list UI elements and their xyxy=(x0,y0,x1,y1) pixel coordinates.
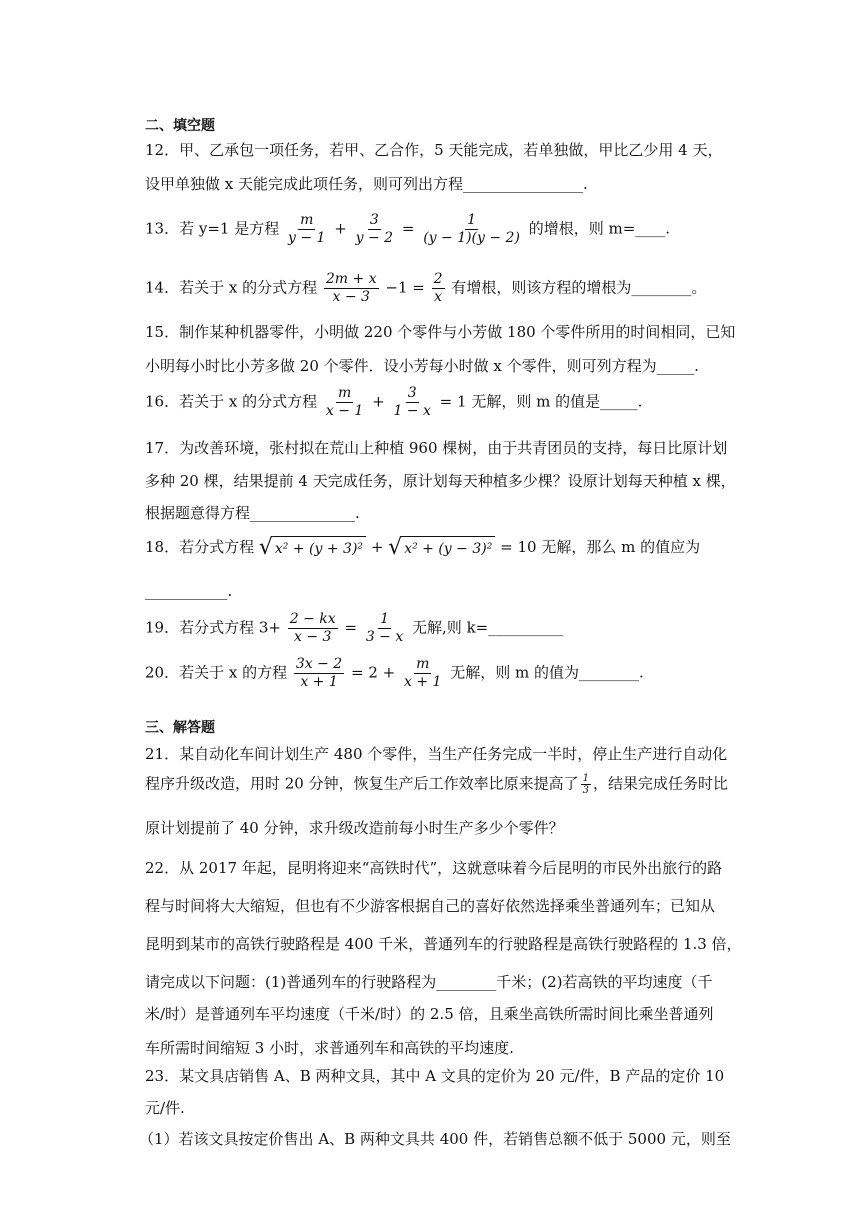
q15-line-1: 15．制作某种机器零件，小明做 220 个零件与小芳做 180 个零件所用的时间相同，已知 xyxy=(145,323,736,341)
q18-radical-2: √ x² + (y − 3)² xyxy=(388,536,495,560)
q18-line: 18．若分式方程 √ x² + (y + 3)² + √ x² + (y − 3)² = 10 无解，那么 m 的值应为 xyxy=(145,535,701,560)
q16-fraction-1: $\frac{m}{x - 1}$ xyxy=(325,385,364,419)
q20-line: 20．若关于 x 的方程 $\frac{3x - 2}{x + 1}$ = 2 + $\frac{m}{x + 1}$ 无解，则 m 的值为________. xyxy=(145,656,644,690)
q14-fraction-2: $\frac{2}{x}$ xyxy=(433,271,443,305)
q22-line-5: 米/时）是普通列车平均速度（千米/时）的 2.5 倍，且乘坐高铁所需时间比乘坐普通列 xyxy=(145,1005,714,1023)
q19-line: 19．若分式方程 3+ $\frac{2 - kx}{x - 3}$ = $\frac{1}{3 - x}$ 无解,则 k=__________ xyxy=(145,611,564,645)
q17-line-1: 17．为改善环境，张村拟在荒山上种植 960 棵树，由于共青团员的支持，每日比原计划 xyxy=(145,439,728,457)
q16-prefix: 16．若关于 x 的分式方程 xyxy=(145,392,318,411)
q19-fraction-1: $\frac{2 - kx}{x - 3}$ xyxy=(289,611,336,645)
q22-line-6: 车所需时间缩短 3 小时，求普通列车和高铁的平均速度. xyxy=(145,1039,514,1057)
section-title-fill-blank: 二、填空题 xyxy=(145,118,215,134)
q19-suffix: 无解,则 k=__________ xyxy=(412,618,564,637)
q18-radical-1: √ x² + (y + 3)² xyxy=(259,536,366,560)
q13-prefix: 13．若 y=1 是方程 xyxy=(145,219,280,238)
q18-line-2: ___________. xyxy=(145,582,233,600)
q22-line-2: 程与时间将大大缩短，但也有不少游客根据自己的喜好依然选择乘坐普通列车；已知从 xyxy=(145,897,716,915)
q13-suffix: 的增根，则 m=____. xyxy=(528,219,671,238)
q17-line-3: 根据题意得方程______________. xyxy=(145,504,360,522)
q13-line: 13．若 y=1 是方程 $\frac{m}{y - 1}$ + $\frac{3}{y - 2}$ = $\frac{1}{(y - 1)(y - 2)}$ 的增根，则 m=____. xyxy=(145,212,671,246)
q20-fraction-1: $\frac{3x - 2}{x + 1}$ xyxy=(295,656,343,690)
q23-line-3: （1）若该文具按定价售出 A、B 两种文具共 400 件，若销售总额不低于 5000 元，则至 xyxy=(139,1130,731,1148)
q21-line-2: 程序升级改造，用时 20 分钟，恢复生产后工作效率比原来提高了 $\frac{1}{3}$ ，结果完成任务时比 xyxy=(145,773,729,796)
q17-line-2: 多种 20 棵，结果提前 4 天完成任务，原计划每天种植多少棵？设原计划每天种植 x 棵， xyxy=(145,472,736,490)
q16-fraction-2: $\frac{3}{1 - x}$ xyxy=(393,385,431,419)
q20-suffix: 无解，则 m 的值为________. xyxy=(450,663,644,682)
q20-prefix: 20．若关于 x 的方程 xyxy=(145,663,288,682)
q18-suffix: 无解，那么 m 的值应为 xyxy=(541,538,701,556)
q21-fraction-one-third: $\frac{1}{3}$ xyxy=(582,773,590,796)
q19-prefix: 19．若分式方程 3+ xyxy=(145,618,281,637)
q19-fraction-2: $\frac{1}{3 - x}$ xyxy=(365,611,404,645)
q14-suffix: 有增根，则该方程的增根为________。 xyxy=(451,278,707,297)
q12-line-2: 设甲单独做 x 天能完成此项任务，则可列出方程________________. xyxy=(145,175,588,193)
q21-line-3: 原计划提前了 40 分钟，求升级改造前每小时生产多少个零件？ xyxy=(145,819,564,837)
q12-line-1: 12．甲、乙承包一项任务，若甲、乙合作，5 天能完成，若单独做，甲比乙少用 4 天， xyxy=(145,141,723,159)
q13-fraction-1: $\frac{m}{y - 1}$ xyxy=(288,212,326,246)
q23-line-1: 23．某文具店销售 A、B 两种文具，其中 A 文具的定价为 20 元/件，B 产品的定价 10 xyxy=(145,1067,725,1085)
q16-line: 16．若关于 x 的分式方程 $\frac{m}{x - 1}$ + $\frac{3}{1 - x}$ = 1 无解，则 m 的值是_____. xyxy=(145,385,643,419)
q14-line: 14．若关于 x 的分式方程 $\frac{2m + x}{x - 3}$ −1 = $\frac{2}{x}$ 有增根，则该方程的增根为________。 xyxy=(145,271,707,305)
q23-line-2: 元/件. xyxy=(145,1099,185,1117)
q22-line-4: 请完成以下问题：(1)普通列车的行驶路程为________千米；(2)若高铁的平均速度（千 xyxy=(145,973,713,991)
q21-line-1: 21．某自动化车间计划生产 480 个零件，当生产任务完成一半时，停止生产进行自动化 xyxy=(145,745,728,763)
q13-fraction-2: $\frac{3}{y - 2}$ xyxy=(355,212,394,246)
q22-line-3: 昆明到某市的高铁行驶路程是 400 千米，普通列车的行驶路程是高铁行驶路程的 1.3 倍， xyxy=(145,935,742,953)
q18-prefix: 18．若分式方程 xyxy=(145,538,255,556)
section-title-solutions: 三、解答题 xyxy=(145,720,215,736)
q22-line-1: 22．从 2017 年起，昆明将迎来“高铁时代”，这就意味着今后昆明的市民外出旅行的路 xyxy=(145,859,723,877)
q14-prefix: 14．若关于 x 的分式方程 xyxy=(145,278,318,297)
q16-suffix: 无解，则 m 的值是_____. xyxy=(471,392,643,411)
q20-fraction-2: $\frac{m}{x + 1}$ xyxy=(404,656,442,690)
q15-line-2: 小明每小时比小芳多做 20 个零件．设小芳每小时做 x 个零件，则可列方程为_____. xyxy=(145,357,699,375)
q14-fraction-1: $\frac{2m + x}{x - 3}$ xyxy=(325,271,377,305)
q13-fraction-3: $\frac{1}{(y - 1)(y - 2)}$ xyxy=(423,212,520,246)
